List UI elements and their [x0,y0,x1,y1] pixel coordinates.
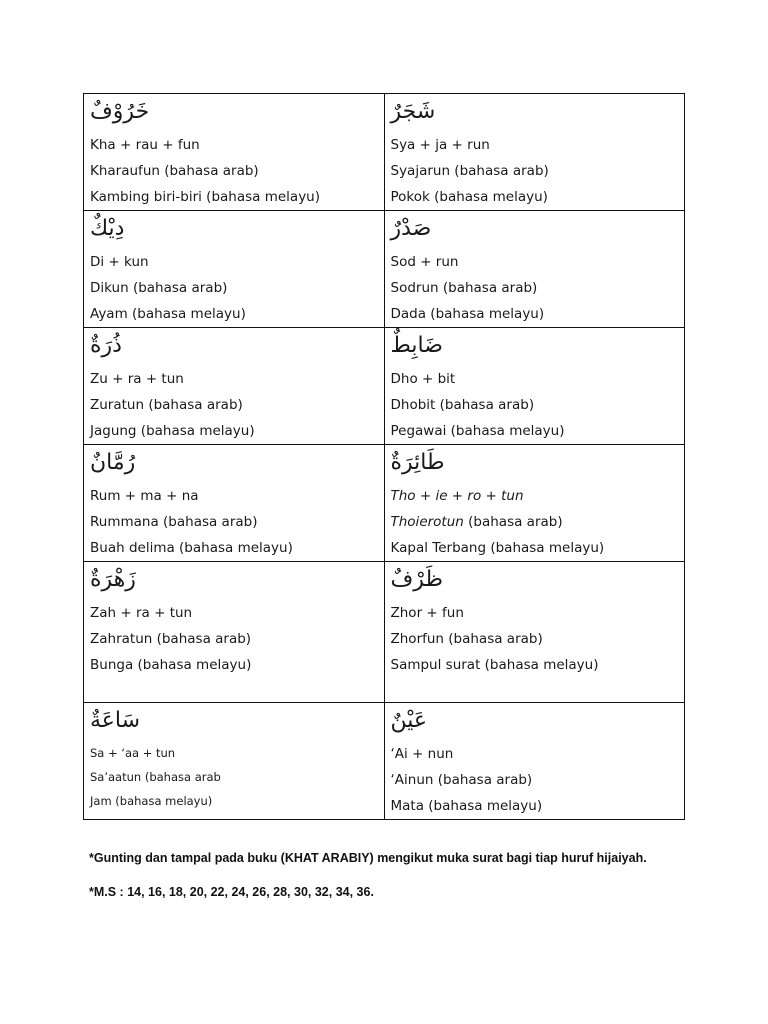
arabic-transliteration: Sa’aatun (bahasa arab [90,770,221,784]
syllables: Sa + ‘aa + tun [90,746,176,760]
malay-meaning: Kambing biri-biri (bahasa melayu) [90,189,321,205]
arabic-word: عَيْنٌ [390,708,428,733]
table-row [84,211,685,328]
page-numbers-note: *M.S : 14, 16, 18, 20, 22, 24, 26, 28, 30, 32, 34, 36. [89,885,374,899]
arabic-word: ظَرْفٌ [390,567,443,592]
syllables: Kha + rau + fun [90,137,200,153]
arabic-transliteration: Rummana (bahasa arab) [90,514,258,530]
table-cell [384,211,685,328]
malay-meaning: Pegawai (bahasa melayu) [390,423,565,439]
arabic-transliteration: Zuratun (bahasa arab) [90,397,243,413]
malay-meaning: Ayam (bahasa melayu) [90,306,246,322]
arabic-word: رُمَّانٌ [90,450,136,475]
instruction-note: *Gunting dan tampal pada buku (KHAT ARABIY) mengikut muka surat bagi tiap huruf hijaiyah. [89,851,647,865]
arabic-word: ضَابِطٌ [390,333,443,358]
arabic-transliteration: Dhobit (bahasa arab) [390,397,535,413]
arabic-word: صَدْرٌ [390,216,432,241]
transliteration-word: Thoierotun [390,514,464,530]
syllables: Tho + ie + ro + tun [390,488,524,504]
syllables: Sod + run [390,254,459,270]
table-cell [384,562,685,703]
arabic-word: ذُرَةٌ [90,333,122,358]
syllables: Zhor + fun [390,605,464,621]
malay-meaning: Jagung (bahasa melayu) [90,423,255,439]
syllables: Rum + ma + na [90,488,199,504]
malay-meaning: Sampul surat (bahasa melayu) [390,657,599,673]
syllables: Dho + bit [390,371,456,387]
arabic-word: خَرُوْفٌ [90,99,150,124]
malay-meaning: Buah delima (bahasa melayu) [90,540,293,556]
arabic-word: طَائِرَةٌ [390,450,445,475]
arabic-transliteration [391,509,679,535]
table-cell [84,211,385,328]
table-cell [84,445,385,562]
table-cell [84,703,385,820]
arabic-word: دِيْكٌ [90,216,125,241]
syllables: ‘Ai + nun [390,746,454,762]
table-cell [384,703,685,820]
malay-meaning: Mata (bahasa melayu) [390,798,543,814]
arabic-word: شَجَرٌ [390,99,436,124]
malay-meaning: Bunga (bahasa melayu) [90,657,252,673]
table-cell [84,562,385,703]
syllables: Di + kun [90,254,149,270]
table-row [84,94,685,211]
table-row [84,703,685,820]
table-row [84,445,685,562]
table-cell [384,328,685,445]
table-row [84,562,685,703]
table-row [84,328,685,445]
arabic-transliteration: Sodrun (bahasa arab) [390,280,538,296]
arabic-transliteration: Kharaufun (bahasa arab) [90,163,259,179]
arabic-transliteration: Dikun (bahasa arab) [90,280,228,296]
arabic-transliteration: Syajarun (bahasa arab) [390,163,549,179]
table-cell [84,94,385,211]
malay-meaning: Kapal Terbang (bahasa melayu) [390,540,605,556]
syllables: Sya + ja + run [390,137,490,153]
syllables: Zah + ra + tun [90,605,193,621]
malay-meaning: Jam (bahasa melayu) [90,794,213,808]
arabic-word: زَهْرَةٌ [90,567,136,592]
table-cell [384,445,685,562]
arabic-word: سَاعَةٌ [90,708,141,733]
syllables: Zu + ra + tun [90,371,184,387]
table-cell [84,328,385,445]
table-cell [384,94,685,211]
vocabulary-table [83,93,685,820]
transliteration-suffix: (bahasa arab) [463,514,563,530]
arabic-transliteration: Zahratun (bahasa arab) [90,631,252,647]
malay-meaning: Pokok (bahasa melayu) [390,189,548,205]
arabic-transliteration: Zhorfun (bahasa arab) [390,631,543,647]
arabic-transliteration: ‘Ainun (bahasa arab) [390,772,533,788]
malay-meaning: Dada (bahasa melayu) [390,306,545,322]
